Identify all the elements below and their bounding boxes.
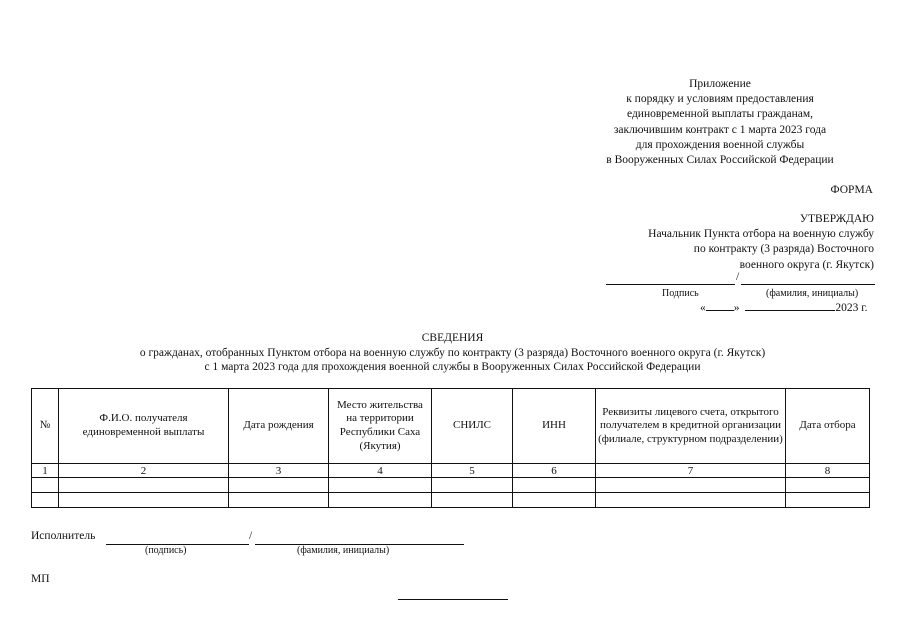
table-cell	[786, 478, 870, 493]
table-header-cell: Место жительства на территории Республики Саха (Якутия)	[329, 389, 432, 464]
table-number-cell: 2	[59, 464, 229, 478]
appendix-line: единовременной выплаты гражданам,	[627, 108, 813, 121]
date-day-blank	[706, 300, 734, 311]
citizens-table	[31, 388, 870, 508]
table-number-cell: 1	[32, 464, 59, 478]
table-header-cell: ИНН	[513, 389, 596, 464]
table-cell	[513, 493, 596, 508]
table-cell	[32, 478, 59, 493]
date-open-quote: «	[700, 302, 706, 314]
appendix-line: для прохождения военной службы	[635, 138, 805, 151]
approval-line: военного округа (г. Якутск)	[739, 258, 874, 271]
executor-name-caption: (фамилия, инициалы)	[297, 545, 390, 556]
appendix-line: заключившим контракт с 1 марта 2023 года	[613, 123, 827, 136]
table-cell	[229, 493, 329, 508]
table-cell	[786, 493, 870, 508]
table-header-cell: №	[32, 389, 59, 464]
appendix-header	[560, 77, 880, 168]
table-cell	[59, 493, 229, 508]
approval-block	[554, 212, 874, 273]
approval-heading: УТВЕРЖДАЮ	[799, 213, 874, 225]
table-row	[32, 478, 870, 493]
date-close-quote: »	[733, 302, 740, 314]
table-cell	[432, 478, 513, 493]
table-number-cell: 8	[786, 464, 870, 478]
table-row	[32, 493, 870, 508]
document-title	[40, 331, 865, 375]
table-number-cell: 6	[513, 464, 596, 478]
table-header-cell: Дата рождения	[229, 389, 329, 464]
table-cell	[596, 478, 786, 493]
approval-date	[700, 300, 875, 314]
table-cell	[513, 478, 596, 493]
table-cell	[32, 493, 59, 508]
date-month-blank	[745, 300, 835, 311]
approval-name-line	[741, 283, 875, 285]
table-cell	[229, 478, 329, 493]
table-cell	[596, 493, 786, 508]
table-cell	[329, 478, 432, 493]
table-cell	[329, 493, 432, 508]
approval-signature-line	[606, 283, 735, 285]
title-line-2: с 1 марта 2023 года для прохождения военной службы в Вооруженных Силах Российской Федерации	[204, 361, 701, 374]
title-heading: СВЕДЕНИЯ	[421, 332, 484, 344]
date-year: 2023 г.	[835, 302, 868, 314]
approval-name-caption: (фамилия, инициалы)	[766, 288, 859, 299]
executor-slash: /	[249, 530, 253, 542]
form-label: ФОРМА	[830, 184, 873, 196]
table-header-cell: Реквизиты лицевого счета, открытого получателем в кредитной организации (филиале, структурном подразделении)	[596, 389, 786, 464]
appendix-line: в Вооруженных Силах Российской Федерации	[606, 154, 834, 167]
table-header-row	[32, 389, 870, 464]
table-cell	[59, 478, 229, 493]
stamp-label: МП	[31, 573, 50, 585]
appendix-line: Приложение	[689, 78, 751, 90]
table-number-cell: 7	[596, 464, 786, 478]
approval-signature-caption: Подпись	[662, 288, 699, 299]
table-header-cell: Дата отбора	[786, 389, 870, 464]
table-cell	[432, 493, 513, 508]
approval-line: Начальник Пункта отбора на военную службу	[648, 228, 874, 241]
footer-line	[398, 598, 508, 600]
table-number-cell: 5	[432, 464, 513, 478]
table-header-cell: СНИЛС	[432, 389, 513, 464]
appendix-line: к порядку и условиям предоставления	[626, 93, 814, 106]
executor-signature-caption: (подпись)	[145, 545, 187, 556]
table-number-row	[32, 464, 870, 478]
approval-slash: /	[736, 271, 740, 283]
table-number-cell: 4	[329, 464, 432, 478]
executor-label: Исполнитель	[31, 530, 96, 542]
table-number-cell: 3	[229, 464, 329, 478]
approval-line: по контракту (3 разряда) Восточного	[693, 243, 874, 256]
title-line-1: о гражданах, отобранных Пунктом отбора на военную службу по контракту (3 разряда) Восточного военного округа (г. Якутск)	[139, 346, 766, 359]
table-header-cell: Ф.И.О. получателя единовременной выплаты	[59, 389, 229, 464]
